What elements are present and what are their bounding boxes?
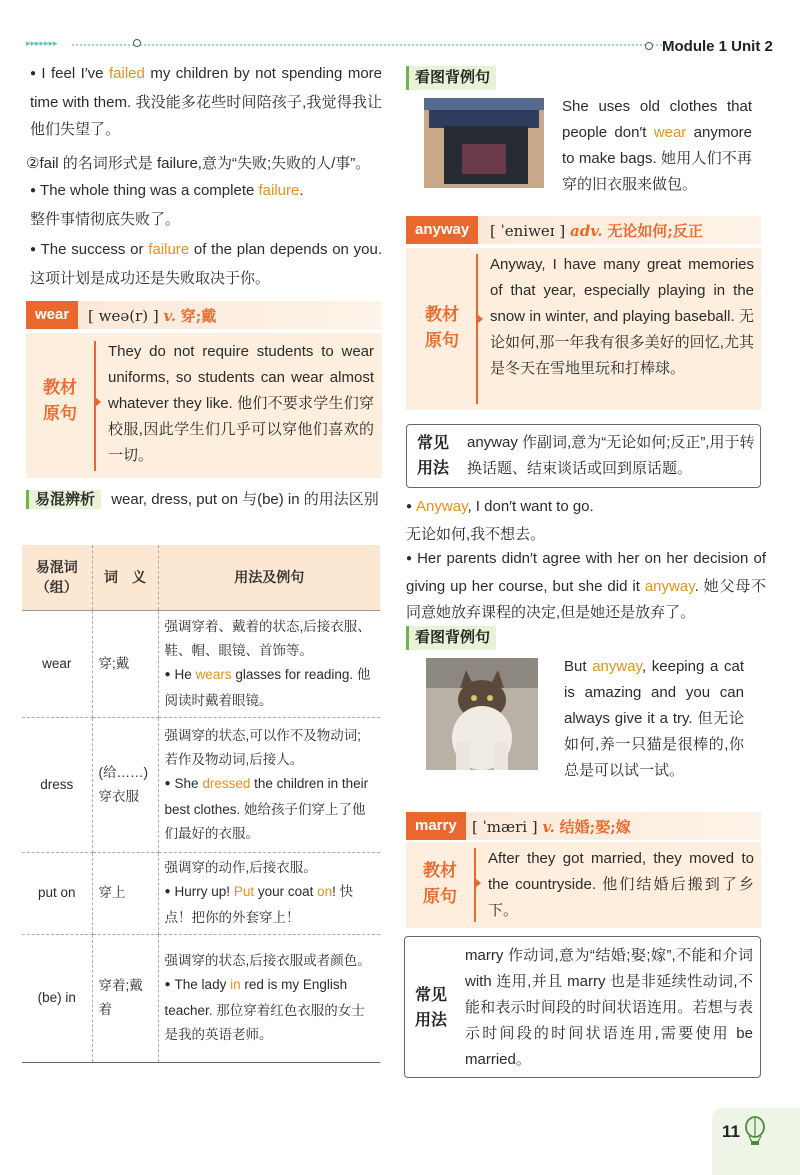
table-row (22, 610, 380, 717)
table-cell-meaning: (给……)穿衣服 (92, 717, 158, 852)
confuse-table (22, 545, 380, 1063)
wear-entry-header (26, 301, 382, 329)
balloon-icon (744, 1116, 766, 1150)
marry-textbook-box (406, 842, 761, 928)
marry-usage-text: marry 作动词,意为“结婚;娶;嫁”,不能和介词 with 连用,并且 marry 也是非延续性动词,不能和表示时间段的时间状语连用。若想与表示时间段的时间状语连用,需要使用 be married。 (465, 947, 753, 1068)
word-tag-anyway: anyway (406, 216, 478, 244)
anyway-example-2: ● Her parents didn′t agree with her on her decision of giving up her course, but she did it anyway. 她父母不同意她放弃课程的决定,但是她还是放弃了。 (406, 546, 766, 626)
bag-photo (424, 98, 544, 188)
bullet-icon (30, 182, 40, 199)
fail-example-1: ● I feel I′ve failed my children by not spending more time with them. 我没能多花些时间陪孩子,我觉得我让他们失望了。 (30, 60, 382, 143)
anyway-usage-box (406, 424, 761, 488)
bullet-icon (30, 65, 41, 82)
anyway-textbook-box (406, 248, 761, 410)
page-number: 11 (722, 1122, 740, 1141)
marry-usage-box (404, 936, 761, 1078)
usage-label: 常见用法 (415, 987, 448, 1029)
fail-example-2: ● The whole thing was a complete failure. 整件事情彻底失败了。 (30, 177, 382, 233)
balloon-icon-svg (744, 1116, 766, 1146)
arrow-icon (95, 397, 101, 407)
picture-sentence-label: 看图背例句 (406, 626, 496, 650)
word-tag-wear: wear (26, 301, 78, 329)
wear-phonetic: [ weə(r) ] v. 穿;戴 (88, 307, 217, 325)
anyway-usage-text: anyway 作副词,意为“无论如何;反正”,用于转换话题、结束谈话或回到原话题。 (467, 434, 755, 477)
usage-label: 常见用法 (417, 435, 450, 477)
anyway-example-1: ● Anyway, I don′t want to go. 无论如何,我不想去。 (406, 494, 766, 548)
marry-textbook-sentence: After they got married, they moved to the countryside. 他们结婚后搬到了乡下。 (488, 850, 754, 919)
table-cell-usage: 强调穿着、戴着的状态,后接衣服、鞋、帽、眼镜、首饰等。 ● He wears glasses for reading. 他阅读时戴着眼镜。 (158, 610, 380, 717)
bullet-icon (406, 550, 417, 567)
header-dotted-line (72, 44, 662, 46)
header-ring-right (645, 42, 653, 50)
cat-photo-image (426, 658, 538, 770)
table-cell-meaning: 穿上 (92, 852, 158, 934)
confuse-label: 易混辨析 (26, 490, 101, 509)
table-cell-usage: 强调穿的动作,后接衣服。 ● Hurry up! Put your coat on! 快点！把你的外套穿上！ (158, 852, 380, 934)
bullet-icon (406, 498, 416, 515)
marry-phonetic: [ ˈmæri ] v. 结婚;娶;嫁 (472, 818, 631, 836)
table-row (22, 717, 380, 852)
pic2-sentence: But anyway, keeping a cat is amazing and you can always give it a try. 但无论如何,养一只猫是很棒的,你总是可以试一试。 (564, 658, 744, 779)
textbook-label: 教材原句 (43, 378, 77, 423)
table-cell-word: (be) in (22, 934, 92, 1062)
table-header-word: 易混词（组） (22, 545, 92, 610)
fail-noun-note: ②fail 的名词形式是 failure,意为“失败;失败的人/事”。 (26, 155, 371, 172)
table-header-meaning: 词 义 (92, 545, 158, 610)
arrow-icon (477, 314, 483, 324)
table-cell-usage: 强调穿的状态,后接衣服或者颜色。 ● The lady in red is my English teacher. 那位穿着红色衣服的女士是我的英语老师。 (158, 934, 380, 1062)
pic1-sentence: She uses old clothes that people don′t wear anymore to make bags. 她用人们不再穿的旧衣服来做包。 (562, 98, 752, 193)
header-title: Module 1 Unit 2 (662, 38, 773, 55)
header-arrows: ▸▸▸▸▸▸▸ (26, 38, 58, 48)
cat-photo (426, 658, 538, 770)
textbook-label: 教材原句 (425, 305, 459, 350)
word-tag-marry: marry (406, 812, 466, 840)
table-row (22, 852, 380, 934)
confuse-section (26, 486, 382, 513)
bullet-icon (30, 241, 41, 258)
table-cell-usage: 强调穿的状态,可以作不及物动词;若作及物动词,后接人。 ● She dressed the children in their best clothes. 她给孩子们穿上了他们最好的衣服。 (158, 717, 380, 852)
wear-textbook-box (26, 333, 382, 478)
table-header-row (22, 545, 380, 610)
table-cell-meaning: 穿着;戴着 (92, 934, 158, 1062)
table-cell-meaning: 穿;戴 (92, 610, 158, 717)
picture-sentence-label: 看图背例句 (406, 66, 496, 90)
table-header-usage: 用法及例句 (158, 545, 380, 610)
bag-photo-image (424, 98, 544, 188)
table-cell-word: wear (22, 610, 92, 717)
marry-entry-header (406, 812, 761, 840)
textbook-label: 教材原句 (423, 861, 457, 906)
confuse-text: wear, dress, put on 与(be) in 的用法区别 (111, 491, 379, 508)
box-divider (476, 254, 478, 404)
table-cell-word: put on (22, 852, 92, 934)
header-ring-left (133, 39, 141, 47)
wear-textbook-sentence: They do not require students to wear uniforms, so students can wear almost whatever they like. 他们不要求学生们穿校服,因此学生们几乎可以穿他们喜欢的一切。 (108, 343, 374, 464)
anyway-phonetic: [ ˈeniweɪ ] adv. 无论如何;反正 (490, 222, 703, 240)
table-cell-word: dress (22, 717, 92, 852)
fail-example-3: ● The success or failure of the plan depends on you. 这项计划是成功还是失败取决于你。 (30, 236, 382, 292)
arrow-icon (475, 878, 481, 888)
anyway-entry-header (406, 216, 761, 244)
table-row (22, 934, 380, 1062)
anyway-textbook-sentence: Anyway, I have many great memories of that year, especially playing in the snow in winter, and playing baseball. 无论如何,那一年我有很多美好的回忆,尤其是冬天在雪地里玩和打棒球。 (490, 256, 754, 377)
